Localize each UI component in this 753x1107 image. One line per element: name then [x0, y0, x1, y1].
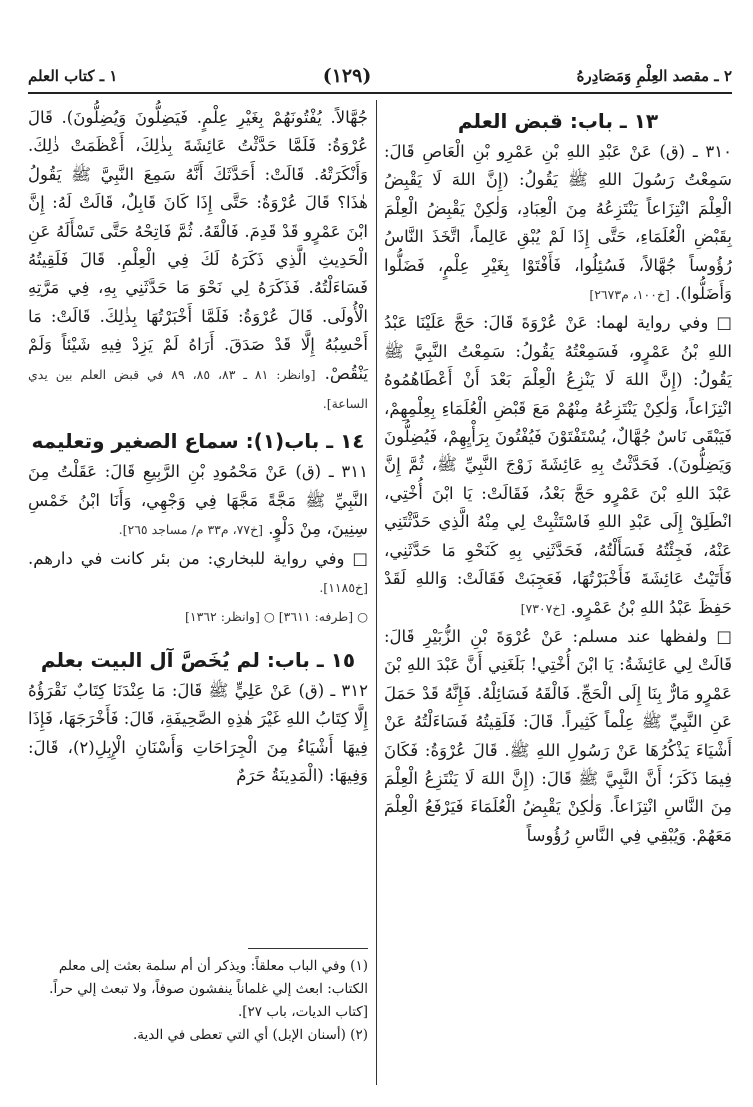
footnote-1: (١) وفي الباب معلقاً: ويذكر أن أم سلمة بعثت إلى معلم الكتاب: ابعث إلي غلماناً ينفشون صوفاً، ولا تبعث إلي حراً. [كتاب الديات، باب ٢٧].	[49, 958, 368, 1020]
left-column	[28, 104, 368, 791]
right-column	[384, 104, 732, 850]
hadith-312-text: ٣١٢ ـ (ق) عَنْ عَلِيٍّ ﷺ قَالَ: مَا عِنْدَنَا كِتَابٌ نَقْرَؤُهُ إِلَّا كِتَابُ اللهِ غَيْرَ هٰذِهِ الصَّحِيفَةِ، قَالَ: فَأَخْرَجَهَا، فَإِذَا فِيهَا أَشْيَاءُ مِنَ الْجِرَاحَاتِ وَأَسْنَانِ الْإِبِلِ(٢)، قَالَ: وَفِيهَا: (الْمَدِينَةُ حَرَمٌ	[28, 680, 368, 786]
footnote-2: (٢) (أسنان الإبل) أي التي تعطى في الدية.	[132, 1027, 368, 1043]
continuation-body: جُهَّالاً. يُفْتُونَهُمْ بِغَيْرِ عِلْمٍ. فَيَضِلُّونَ وَيُضِلُّونَ). قَالَ عُرْوَةُ: فَلَمَّا حَدَّثْتُ عَائِشَةَ بِذٰلِكَ، أَعْظَمَتْ ذٰلِكَ. وَأَنْكَرَتْهُ. قَالَتْ: أَحَدَّثَكَ أَنَّهُ سَمِعَ النَّبِيَّ ﷺ يَقُولُ هٰذَا؟ قَالَ عُرْوَةُ: حَتَّى إِذَا كَانَ قَابِلٌ، قَالَتْ لَهُ: إِنَّ ابْنَ عَمْرٍو قَدْ قَدِمَ. فَالْقَهُ. ثُمَّ فَاتِحْهُ حَتَّى تَسْأَلَهُ عَنِ الْحَدِيثِ الَّذِي ذَكَرَهُ لَكَ فِي الْعِلْمِ. قَالَ فَلَقِيتُهُ فَسَاءَلْتُهُ. فَذَكَرَهُ لِي نَحْوَ مَا حَدَّثَنِي بِهِ، فِي مَرَّتِهِ الْأُولَى. قَالَ عُرْوَةُ: فَلَمَّا أَخْبَرْتُهَا بِذٰلِكَ. قَالَتْ: مَا أَحْسِبُهُ إِلَّا قَدْ صَدَقَ. أَرَاهُ لَمْ يَزِدْ فِيهِ شَيْئاً وَلَمْ يَنْقُصْ.	[28, 108, 369, 383]
footnote-rule	[248, 948, 368, 949]
hadith-310-source: [خ١٠٠، م٢٦٧٣]	[589, 287, 670, 303]
column-divider	[376, 100, 377, 1085]
riwaya-lahuma-text	[384, 309, 732, 622]
riwaya-lahuma-body: □ وفي رواية لهما: عَنْ عُرْوَةَ قَالَ: حَجَّ عَلَيْنَا عَبْدُ اللهِ بْنُ عَمْرٍو، فَسَمِعْتُهُ يَقُولُ: سَمِعْتُ النَّبِيَّ ﷺ يَقُولُ: (إِنَّ اللهَ لَا يَنْزِعُ الْعِلْمَ بَعْدَ أَنْ أَعْطَاهُمُوهُ انْتِزَاعاً، وَلٰكِنْ يَنْتَزِعُهُ مِنْهُمْ مَعَ قَبْضِ الْعُلَمَاءِ بِعِلْمِهِمْ، فَيَبْقَى نَاسٌ جُهَّالٌ، يُسْتَفْتَوْنَ فَيُفْتُونَ بِرَأْيِهِمْ، فَيُضِلُّونَ وَيَضِلُّونَ). فَحَدَّثْتُ بِهِ عَائِشَةَ زَوْجَ النَّبِيِّ ﷺ، ثُمَّ إِنَّ عَبْدَ اللهِ بْنَ عَمْرٍو حَجَّ بَعْدُ، فَقَالَتْ: يَا ابْنَ أُخْتِي، انْطَلِقْ إِلَى عَبْدِ اللهِ فَاسْتَثْبِتْ لِي مِنْهُ الَّذِي حَدَّثْتَنِي عَنْهُ، فَجِئْتُهُ فَسَأَلْتُهُ، فَحَدَّثَنِي بِهِ كَنَحْوِ مَا حَدَّثَنِي، فَأَتَيْتُ عَائِشَةَ فَأَخْبَرْتُهَا، فَعَجِبَتْ فَقَالَتْ: وَاللهِ لَقَدْ حَفِظَ عَبْدُ اللهِ بْنُ عَمْرٍو.	[384, 313, 732, 617]
hadith-311-source: [خ٧٧، م٣٣ م/ مساجد ٢٦٥].	[118, 522, 264, 538]
bukhari-riwaya-source: [خ١١٨٥].	[319, 580, 368, 596]
footnotes	[28, 948, 368, 1047]
hadith-311-body: ٣١١ ـ (ق) عَنْ مَحْمُودِ بْنِ الرَّبِيعِ قَالَ: عَقَلْتُ مِنَ النَّبِيِّ ﷺ مَجَّةً مَجَّهَا فِي وَجْهِي، وَأَنَا ابْنُ خَمْسِ سِنِينَ، مِنْ دَلْوٍ.	[28, 462, 368, 539]
continuation-text	[28, 104, 368, 418]
header-rule	[28, 92, 732, 94]
riwaya-lahuma-source: [خ٧٣٠٧]	[520, 600, 566, 616]
muslim-riwaya-text: □ ولفظها عند مسلم: عَنْ عُرْوَةَ بْنِ الزُّبَيْرِ قَالَ: قَالَتْ لِي عَائِشَةُ: يَا ابْنَ أُخْتِي! بَلَغَنِي أَنَّ عَبْدَ اللهِ بْنَ عَمْرٍو مَارٌّ بِنَا إِلَى الْحَجِّ. فَالْقَهُ فَسَائِلْهُ. فَإِنَّهُ قَدْ حَمَلَ عَنِ النَّبِيِّ ﷺ عِلْماً كَثِيراً. قَالَ: فَلَقِيتُهُ فَسَاءَلْتُهُ عَنْ أَشْيَاءَ يَذْكُرُهَا عَنْ رَسُولِ اللهِ ﷺ. قَالَ عُرْوَةُ: فَكَانَ فِيمَا ذَكَرَ؛ أَنَّ النَّبِيَّ ﷺ قَالَ: (إِنَّ اللهَ لَا يَنْتَزِعُ الْعِلْمَ مِنَ النَّاسِ انْتِزَاعاً. وَلٰكِنْ يَقْبِضُ الْعُلَمَاءَ فَيَرْفَعُ الْعِلْمَ مَعَهُمْ. وَيُبْقِي فِي النَّاسِ رُؤُوساً	[384, 626, 732, 845]
running-head-left: ١ ـ كتاب العلم	[28, 67, 118, 85]
hadith-311-text	[28, 458, 368, 544]
bab-13-title: ١٣ ـ باب: قبض العلم	[457, 109, 659, 133]
continuation-source: [وانظر: ٨١ ـ ٨٣، ٨٥، ٨٩ في قبض العلم بين يدي الساعة].	[28, 366, 368, 412]
bab-15-title: ١٥ ـ باب: لم يُخَصَّ آل البيت بعلم	[40, 647, 356, 672]
hadith-310-text	[384, 138, 732, 309]
page-header	[28, 62, 732, 90]
hadith-310-body: ٣١٠ ـ (ق) عَنْ عَبْدِ اللهِ بْنِ عَمْرِو بْنِ الْعَاصِ قَالَ: سَمِعْتُ رَسُولَ اللهِ ﷺ يَقُولُ: (إِنَّ اللهَ لَا يَقْبِضُ الْعِلْمَ انْتِزَاعاً يَنْتَزِعُهُ مِنَ الْعِبَادِ، وَلٰكِنْ يَقْبِضُ الْعِلْمَ بِقَبْضِ الْعُلَمَاءِ، حَتَّى إِذَا لَمْ يُبْقِ عَالِماً، اتَّخَذَ النَّاسُ رُؤُوساً جُهَّالاً، فَسُئِلُوا، فَأَفْتَوْا بِغَيْرِ عِلْمٍ، فَضَلُّوا وَأَضَلُّوا).	[384, 142, 732, 304]
tarafah-ref: ○ [طرفه: ٣٦١١] ○ [وانظر: ١٣٦٢]	[184, 608, 368, 624]
page-number: (١٢٩)	[322, 65, 372, 87]
bukhari-riwaya	[28, 545, 368, 603]
running-head-right: ٢ ـ مقصد العِلْمِ وَمَصَادِرهُ	[576, 67, 732, 85]
bab-14-title: ١٤ ـ باب(١): سماع الصغير وتعليمه	[31, 429, 365, 454]
bukhari-riwaya-body: □ وفي رواية للبخاري: من بئر كانت في دارهم.	[28, 548, 368, 568]
